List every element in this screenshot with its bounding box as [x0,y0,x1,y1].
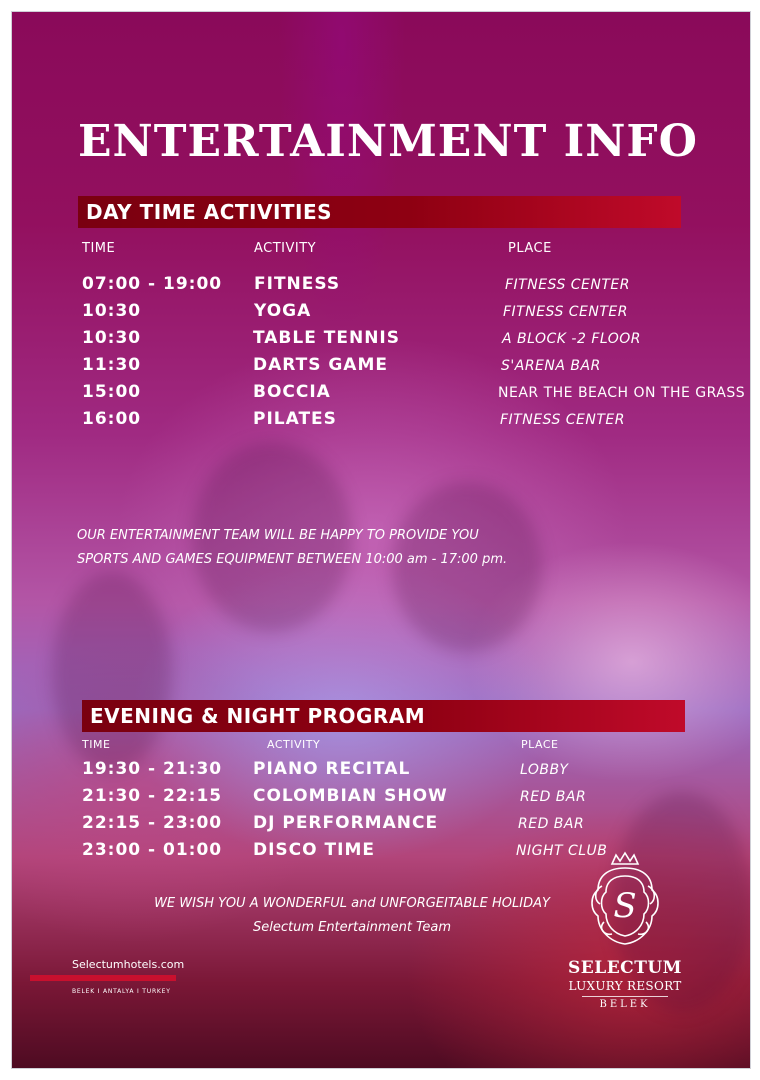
crowd-silhouette [392,482,542,652]
brand-name: SELECTUM [568,958,682,978]
activity-time: 07:00 - 19:00 [82,274,223,294]
program-time: 19:30 - 21:30 [82,759,223,779]
activity-place: NEAR THE BEACH ON THE GRASS [498,385,746,401]
website-link[interactable]: Selectumhotels.com [72,958,185,971]
program-time: 22:15 - 23:00 [82,813,223,833]
night-time-column-header: TIME [82,738,111,751]
night-program-row [12,813,750,837]
equipment-note-line-1: OUR ENTERTAINMENT TEAM WILL BE HAPPY TO PROVIDE YOU [77,528,479,543]
location-text: BELEK I ANTALYA I TURKEY [72,988,171,995]
crowd-silhouette [52,572,172,772]
day-activity-row [12,328,750,352]
day-section-heading: DAY TIME ACTIVITIES [78,196,681,228]
activity-place: FITNESS CENTER [500,412,625,428]
program-place: RED BAR [520,789,587,805]
activity-time: 15:00 [82,382,142,402]
activity-place: A BLOCK -2 FLOOR [502,331,642,347]
brand-divider [582,996,668,997]
entertainment-poster [11,11,751,1069]
night-section-heading: EVENING & NIGHT PROGRAM [82,700,685,732]
night-activity-column-header: ACTIVITY [267,738,321,751]
team-signature: Selectum Entertainment Team [252,920,452,935]
activity-name: FITNESS [254,274,341,294]
activity-place: FITNESS CENTER [505,277,630,293]
day-place-column-header: PLACE [508,241,552,256]
day-activity-column-header: ACTIVITY [254,241,317,256]
night-program-row [12,786,750,810]
activity-name: PILATES [253,409,337,429]
program-time: 23:00 - 01:00 [82,840,223,860]
night-program-row [12,759,750,783]
program-place: NIGHT CLUB [516,843,608,859]
day-activity-row [12,409,750,433]
activity-name: YOGA [254,301,312,321]
activity-name: BOCCIA [253,382,331,402]
night-place-column-header: PLACE [521,738,559,751]
program-place: RED BAR [518,816,585,832]
equipment-note-line-2: SPORTS AND GAMES EQUIPMENT BETWEEN 10:00 am - 17:00 pm. [77,552,508,567]
program-name: DISCO TIME [253,840,375,860]
program-time: 21:30 - 22:15 [82,786,223,806]
activity-name: DARTS GAME [253,355,388,375]
day-time-column-header: TIME [82,241,116,256]
day-activity-row [12,301,750,325]
activity-place: S'ARENA BAR [501,358,601,374]
activity-time: 10:30 [82,301,142,321]
brand-location: BELEK [599,999,651,1010]
selectum-crest-icon [582,850,668,950]
activity-name: TABLE TENNIS [253,328,400,348]
brand-subtitle: LUXURY RESORT [568,979,682,993]
poster-title: ENTERTAINMENT INFO [78,116,698,167]
program-name: DJ PERFORMANCE [253,813,439,833]
activity-time: 11:30 [82,355,142,375]
activity-time: 16:00 [82,409,142,429]
day-activity-row [12,382,750,406]
day-activity-row [12,274,750,298]
program-name: COLOMBIAN SHOW [253,786,448,806]
program-name: PIANO RECITAL [253,759,411,779]
program-place: LOBBY [520,762,569,778]
activity-time: 10:30 [82,328,142,348]
day-activity-row [12,355,750,379]
crest-letter: S [613,886,637,926]
footer-red-line [30,975,176,981]
holiday-wish: WE WISH YOU A WONDERFUL and UNFORGEITABLE HOLIDAY [154,896,550,911]
activity-place: FITNESS CENTER [503,304,628,320]
